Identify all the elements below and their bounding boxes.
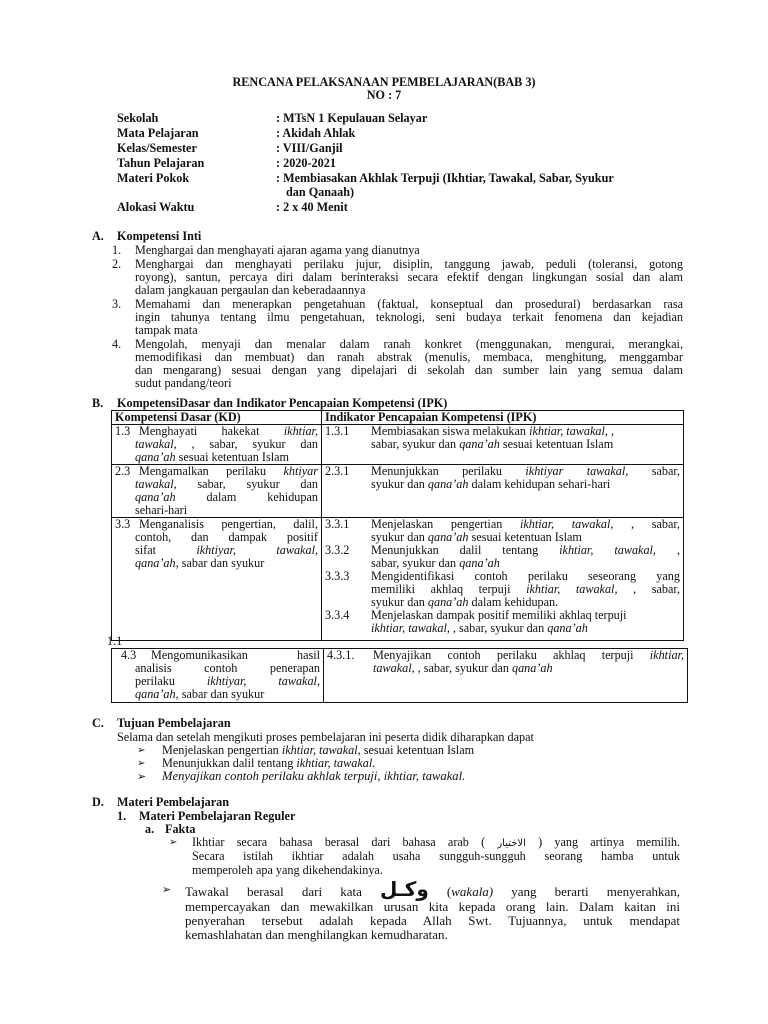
identity-value-cont: dan Qanaah) [286,185,355,199]
identity-value: : Membiasakan Akhlak Terpuji (Ikhtiar, Tawakal, Sabar, Syukur [276,171,614,185]
arrow-bullet-icon: ➢ [169,837,178,848]
arrow-bullet-icon: ➢ [137,758,146,769]
arrow-bullet-icon: ➢ [137,745,146,756]
kd-text: Menghayati hakekat [139,424,284,438]
kd-ipk-table-2 [111,648,688,703]
kd-text: Mengamalkan perilaku [139,464,284,478]
ipk-text: sabar, [634,517,680,531]
ipk-text: syukur dan [371,477,428,491]
identity-value: : Akidah Ahlak [276,126,356,140]
ipk-text: sabar, syukur dan [371,556,460,570]
ipk-term: qana’ah [547,621,588,635]
section-b-letter: B. [92,396,104,410]
ipk-text-line: Menjelaskan dampak positif memiliki akhlaq terpuji [371,608,627,622]
objective-text: Menunjukkan dalil tentang [162,756,297,770]
fact-paragraph-line: memperoleh apa yang dikehendakinya. [192,863,383,877]
section-d-title: Materi Pembelajaran [117,795,230,809]
ipk-cell [324,649,688,703]
objective-term: ikhtiar, tawakal. [296,756,376,770]
kd-text-line: contoh, dan dampak positif [135,530,318,544]
ki-number: 2. [112,257,122,271]
ipk-number: 3.3.1 [325,517,350,531]
kd-term: khtiyar [283,464,318,478]
kd-number: 4.3 [121,648,137,662]
ipk-cell [322,465,684,518]
ipk-number: 3.3.3 [325,569,350,583]
fact-term: wakala) [451,884,494,899]
ipk-term: ikhtiar, tawakal, , [559,543,681,557]
fact-paragraph-line: penyerahan tersebut adalah kepada Allah Swt. Tujuannya, untuk mendapat [185,913,680,928]
ki-text: Memahami dan menerapkan pengetahuan (faktual, konseptual dan prosedural) berdasarkan rasa [135,297,683,311]
objective-text: Menjelaskan pengertian [162,743,282,757]
ipk-term: qana’ah [459,556,500,570]
section-c-title: Tujuan Pembelajaran [117,716,231,730]
kd-number: 2.3 [115,464,131,478]
ipk-text: Menunjukkan dalil tentang [371,543,560,557]
ipk-text: syukur dan [371,530,428,544]
table-row [112,425,684,465]
kd-number: 1.3 [115,424,131,438]
identity-label: Alokasi Waktu [117,200,195,214]
identity-value: : MTsN 1 Kepulauan Selayar [276,111,428,125]
ipk-term: ikhtiar, tawakal, , [519,517,635,531]
kd-text: , sabar, syukur dan [176,437,318,451]
identity-label: Kelas/Semester [117,141,197,155]
ipk-term: qana’ah [511,661,553,675]
arrow-bullet-icon: ➢ [162,883,172,896]
kd-text-line: sehari-hari [135,503,188,517]
ipk-text: sabar, [636,582,680,596]
ipk-term: tawakal, , [373,661,421,675]
ipk-number: 4.3.1. [327,648,355,662]
ipk-text: syukur dan [371,595,428,609]
kd-text: dalam kehidupan [175,490,318,504]
kd-text: sabar dan syukur [178,556,265,570]
ipk-term: qana’ah [459,437,500,451]
table-row [112,649,688,703]
ki-text: tampak mata [135,323,198,337]
ipk-text-line: Mengidentifikasi contoh perilaku seseorang yang [371,569,680,583]
ipk-text: sesuai ketentuan Islam [468,530,582,544]
ipk-term: qana’ah [427,595,469,609]
kd-term: ikhtiyar, tawakal, [206,674,320,688]
kd-text: sifat [135,543,197,557]
section-b-title: KompetensiDasar dan Indikator Pencapaian Kompetensi (IPK) [117,396,448,410]
subsection-number: 1. [117,809,127,823]
ipk-term: qana’ah [427,477,469,491]
kd-cell [112,465,322,518]
ipk-text: Menunjukkan perilaku [371,464,526,478]
fact-text: ( [428,884,452,899]
fact-text: Tawakal berasal dari kata [185,884,381,899]
ipk-text-line [325,478,680,491]
kd-text: sesuai ketentuan Islam [175,450,290,464]
ipk-term: ikhtiar, tawakal, , [371,621,456,635]
section-a-title: Kompetensi Inti [117,229,202,243]
ipk-term: ikhtiar, tawakal, , [526,582,637,596]
arrow-bullet-icon: ➢ [137,770,147,783]
ipk-cell [322,518,684,641]
ipk-text-line [325,438,680,451]
ipk-number: 1.3.1 [325,424,350,438]
objective-text: sesuai ketentuan Islam [360,743,475,757]
ipk-term: ikhtiar, tawakal, , [529,424,615,438]
ipk-text: Menyajikan contoh perilaku akhlaq terpuji [373,648,650,662]
ipk-text: Menjelaskan pengertian [371,517,520,531]
ipk-text: sabar, syukur dan [371,437,460,451]
fact-text: ) yang artinya memilih. [525,835,680,849]
ipk-cell [322,425,684,465]
kd-term: qana’ah, [135,556,179,570]
ki-text: dan mengarang) sesuai dengan yang dipelajari di sekolah dan sumber lain yang semua dalam [135,363,683,377]
subsubsection-number: a. [145,822,155,836]
kd-term: tawakal, [135,477,177,491]
subsection-title: Materi Pembelajaran Reguler [139,809,296,823]
section-c-letter: C. [92,716,104,730]
kd-ipk-table [111,410,684,641]
kd-cell [112,518,322,641]
ipk-text: sabar, syukur dan [420,661,512,675]
kd-text-line: Mengomunikasikan hasil [151,648,320,662]
ki-text: Mengolah, menyaji dan menalar dalam ranah konkret (menggunakan, mengurai, merangkai, [135,337,683,351]
ipk-number: 3.3.2 [325,543,350,557]
section-a-letter: A. [92,229,104,243]
kd-term: qana’ah [135,490,176,504]
objective-item: Menyajikan contoh perilaku akhlak terpuji, ikhtiar, tawakal. [162,769,466,783]
ipk-text-line [325,622,680,635]
kd-text: perilaku [135,674,207,688]
kd-term: qana’ah [135,450,176,464]
kd-term: ikhtiar, [283,424,318,438]
kd-cell [112,425,322,465]
kd-text-line: Menganalisis pengertian, dalil, [139,517,318,531]
section-d-letter: D. [92,795,104,809]
identity-label: Tahun Pelajaran [117,156,205,170]
ki-text: memodifikasi dan membuat) dan ranah abstrak (menulis, membaca, menghitung, menggambar [135,350,683,364]
fact-paragraph-line: mempercayakan dan mewakilkan urusan kita kepada orang lain. Dalam kaitan ini [185,899,680,914]
identity-label: Sekolah [117,111,159,125]
ki-number: 1. [112,243,122,257]
ki-text: royong), santun, percaya diri dalam berinteraksi secara efektif dengan lingkungan sosial dan alam [135,270,683,284]
ki-number: 3. [112,297,122,311]
arabic-term: الاختيار [497,838,526,849]
ki-text: Menghargai dan menghayati ajaran agama yang dianutnya [135,243,420,257]
stray-number: 1.1 [107,634,123,648]
ipk-term: ikhtiyar tawakal, [525,464,629,478]
identity-label: Mata Pelajaran [117,126,199,140]
ipk-text: dalam kehidupan sehari-hari [468,477,611,491]
kd-term: ikhtiyar, tawakal, [196,543,318,557]
document-number: NO : 7 [366,88,402,102]
column-header-kd: Kompetensi Dasar (KD) [112,411,322,425]
kd-term: qana’ah, [135,687,179,701]
ipk-text: sabar, [628,464,680,478]
objective-term: ikhtiar, tawakal, [281,743,361,757]
document-title: RENCANA PELAKSANAAN PEMBELAJARAN(BAB 3) [232,75,536,89]
ki-text: dalam jangkauan pergaulan dan keberadaannya [135,283,366,297]
ipk-term: ikhtiar, [649,648,684,662]
ipk-text: Membiasakan siswa melakukan [371,424,530,438]
table-row [112,518,684,641]
identity-value: : 2 x 40 Menit [276,200,348,214]
ki-text: Menghargai dan menghayati perilaku jujur, disiplin, tanggung jawab, peduli (toleransi, gotong [135,257,683,271]
table-row [112,465,684,518]
fact-paragraph-line: Secara istilah ikhtiar adalah usaha sungguh-sungguh seorang hamba untuk [192,849,680,863]
fact-text: Ikhtiar secara bahasa berasal dari bahasa arab ( [192,835,498,849]
ipk-term: qana’ah [427,530,469,544]
ipk-text: sesuai ketentuan Islam [499,437,614,451]
ki-text: ingin tahunya tentang ilmu pengetahuan, teknologi, seni budaya terkait fenomena dan kejadian [135,310,683,324]
kd-text-line [115,688,320,701]
subsubsection-title: Fakta [165,822,196,836]
ipk-number: 3.3.4 [325,608,350,622]
identity-label: Materi Pokok [117,171,190,185]
column-header-ipk: Indikator Pencapaian Kompetensi (IPK) [322,411,684,425]
ipk-text: dalam kehidupan. [468,595,559,609]
kd-text: sabar dan syukur [178,687,265,701]
fact-paragraph-line: kemashlahatan dan menghilangkan kemudharatan. [185,927,448,942]
kd-cell [112,649,324,703]
ipk-text: sabar, syukur dan [455,621,548,635]
identity-value: : VIII/Ganjil [276,141,343,155]
ipk-number: 2.3.1 [325,464,350,478]
kd-text-line: analisis contoh penerapan [135,661,320,675]
kd-text: sabar, syukur dan [176,477,318,491]
ipk-text-line [327,662,684,675]
kd-term: tawakal, [135,437,177,451]
kd-number: 3.3 [115,517,131,531]
section-c-intro: Selama dan setelah mengikuti proses pembelajaran ini peserta didik diharapkan dapat [117,730,534,744]
ki-text: sudut pandang/teori [135,376,232,390]
identity-value: : 2020-2021 [276,156,336,170]
ki-number: 4. [112,337,122,351]
ipk-text: memiliki akhlaq terpuji [371,582,527,596]
fact-text: yang berarti menyerahkan, [493,884,680,899]
kd-text-line [115,557,318,570]
kd-text-line [115,451,318,464]
arabic-term: وكـل [380,877,429,901]
